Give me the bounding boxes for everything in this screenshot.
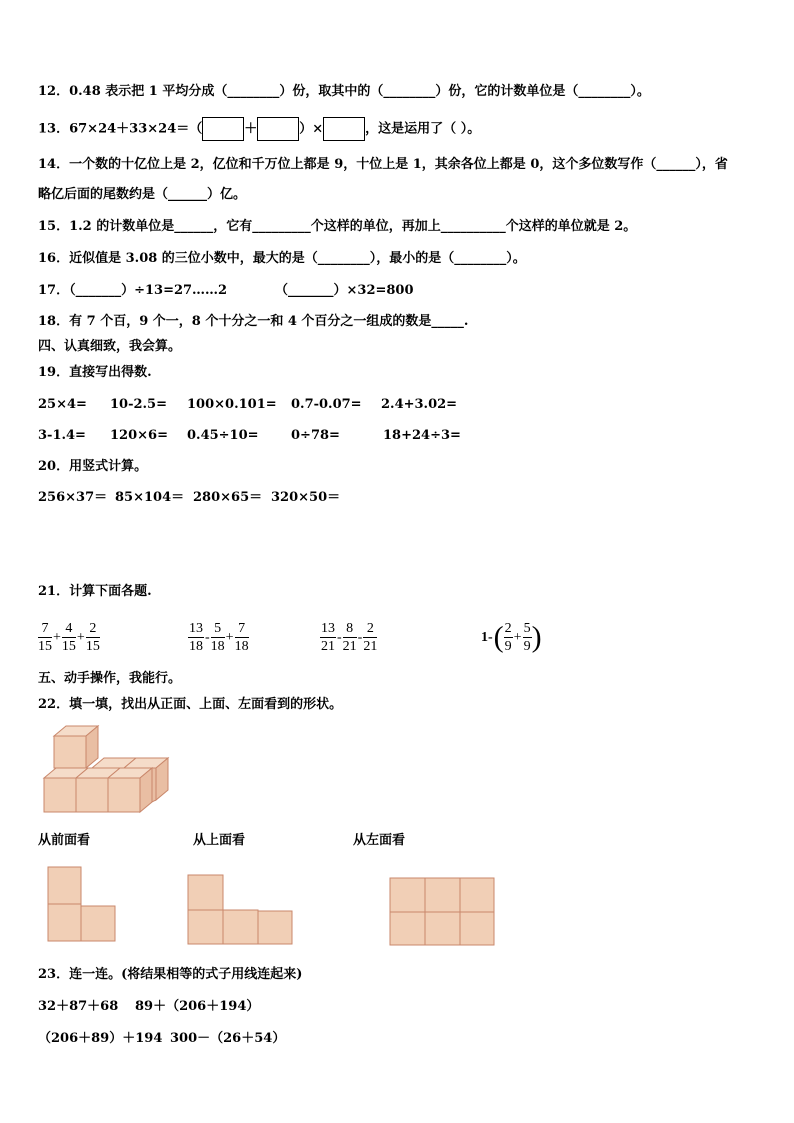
e3-op2: - <box>357 629 363 645</box>
q13-suffix: ，这是运用了（ ）。 <box>365 121 481 137</box>
cube-top-left <box>54 726 98 768</box>
front-view-shape <box>47 866 119 944</box>
question-17-a: 17．（_______）÷13=27……2 <box>38 283 228 298</box>
q21-expression-1 <box>38 620 100 655</box>
e4-f2-den: 9 <box>523 639 531 654</box>
e1-f2-den: 15 <box>61 639 76 654</box>
q19-r1-c5: 2.4+3.02= <box>381 397 458 412</box>
q20-item-3: 280×65＝ <box>193 490 263 505</box>
view-label-left: 从左面看 <box>353 833 406 848</box>
q13-prefix: 13．67×24＋33×24＝（ <box>38 121 203 137</box>
e1-f2-num: 4 <box>62 620 76 638</box>
e2-f3-num: 7 <box>235 620 249 638</box>
question-20: 20．用竖式计算。 <box>38 459 148 474</box>
e4-f1-den: 9 <box>504 639 512 654</box>
q23-r1-left: 32＋87＋68 <box>38 999 119 1014</box>
q19-r1-c4: 0.7-0.07= <box>291 397 362 412</box>
e2-f2-den: 18 <box>210 639 225 654</box>
question-16: 16．近似值是 3.08 的三位小数中，最大的是（________），最小的是（________）。 <box>38 251 526 266</box>
e4-op1: + <box>513 629 522 645</box>
q20-item-1: 256×37＝ <box>38 490 108 505</box>
left-view-shape <box>389 877 497 947</box>
q13-mid: ）× <box>299 121 324 137</box>
section-4-heading: 四、认真细致，我会算。 <box>38 339 182 354</box>
section-5-heading: 五、动手操作，我能行。 <box>38 671 182 686</box>
e2-f1-num: 13 <box>189 621 203 636</box>
q21-expression-3 <box>320 620 377 655</box>
question-15: 15．1.2 的计数单位是______，它有_________个这样的单位，再加上__________个这样的单位就是 2。 <box>38 219 637 234</box>
e4-close-paren-icon: ) <box>531 620 542 654</box>
e3-f1-den: 21 <box>321 639 335 654</box>
q19-r2-c4: 0÷78= <box>291 428 340 443</box>
q19-r1-c2: 10-2.5= <box>110 397 167 412</box>
e2-op1: - <box>205 629 210 645</box>
e2-f2-num: 5 <box>211 620 225 638</box>
e1-op2: + <box>76 629 85 645</box>
q20-item-4: 320×50＝ <box>271 490 341 505</box>
q19-r2-c3: 0.45÷10= <box>187 428 259 443</box>
e3-f3-den: 21 <box>363 639 378 654</box>
e3-f3-num: 2 <box>363 620 377 638</box>
e3-f2-num: 8 <box>343 620 357 638</box>
e1-f1-num: 7 <box>38 620 52 638</box>
e3-f1-num: 13 <box>321 621 335 636</box>
question-14-line-2: 略亿后面的尾数约是（______）亿。 <box>38 187 247 202</box>
question-22: 22．填一填，找出从正面、上面、左面看到的形状。 <box>38 697 343 712</box>
q23-r2-left: （206＋89）＋194 <box>38 1031 163 1046</box>
view-label-top: 从上面看 <box>193 833 246 848</box>
q13-answer-box-2[interactable] <box>257 117 299 141</box>
e2-f3-den: 18 <box>234 639 249 654</box>
view-label-front: 从前面看 <box>38 833 91 848</box>
q23-r2-right: 300－（26＋54） <box>170 1031 286 1046</box>
e4-f1-num: 2 <box>504 621 512 636</box>
question-21: 21．计算下面各题. <box>38 584 152 599</box>
e3-op1: - <box>337 629 342 645</box>
question-17-b: （_______）×32=800 <box>275 283 414 298</box>
q13-answer-box-3[interactable] <box>323 117 365 141</box>
q19-r2-c5: 18+24÷3= <box>383 428 461 443</box>
e3-f2-den: 21 <box>342 639 357 654</box>
q19-r2-c1: 3-1.4= <box>38 428 86 443</box>
q20-item-2: 85×104＝ <box>115 490 185 505</box>
e1-op1: + <box>53 629 61 645</box>
e4-f2-num: 5 <box>523 621 531 636</box>
question-19: 19．直接写出得数. <box>38 365 152 380</box>
e4-open-paren-icon: ( <box>493 620 504 654</box>
q19-r2-c2: 120×6= <box>110 428 168 443</box>
e4-lead: 1- <box>481 629 493 645</box>
q21-expression-2 <box>188 620 249 655</box>
e2-f1-den: 18 <box>189 639 203 654</box>
q13-plus: ＋ <box>244 121 258 137</box>
cube-stack-figure <box>40 722 172 818</box>
q21-expression-4 <box>480 620 542 655</box>
q19-r1-c1: 25×4= <box>38 397 87 412</box>
question-12: 12．0.48 表示把 1 平均分成（________）份，取其中的（________）份，它的计数单位是（________）。 <box>38 84 650 99</box>
question-14-line-1: 14．一个数的十亿位上是 2，亿位和千万位上都是 9，十位上是 1，其余各位上都是 0，这个多位数写作（______），省 <box>38 157 728 172</box>
q23-r1-right: 89＋（206＋194） <box>135 999 260 1014</box>
e2-op2: + <box>225 629 234 645</box>
q13-answer-box-1[interactable] <box>202 117 244 141</box>
e1-f1-den: 15 <box>38 639 52 654</box>
question-18: 18．有 7 个百，9 个一，8 个十分之一和 4 个百分之一组成的数是_____. <box>38 314 469 329</box>
top-view-shape <box>187 874 295 946</box>
question-13 <box>38 117 480 141</box>
e1-f3-den: 15 <box>85 639 100 654</box>
q19-r1-c3: 100×0.101= <box>187 397 277 412</box>
e1-f3-num: 2 <box>86 620 100 638</box>
question-23: 23．连一连。(将结果相等的式子用线连起来) <box>38 967 303 982</box>
